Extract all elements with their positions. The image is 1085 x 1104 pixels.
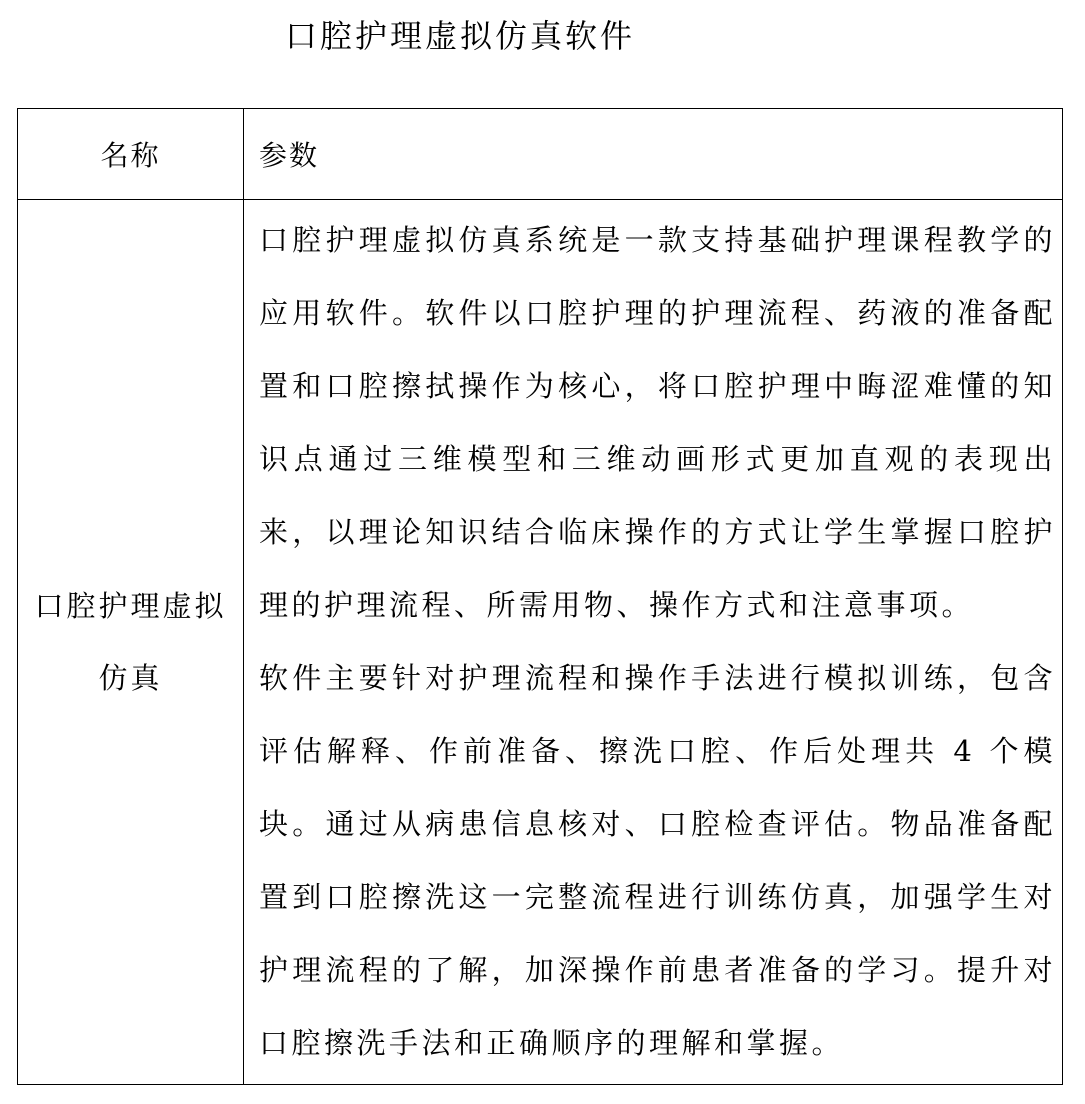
document-title: 口腔护理虚拟仿真软件 [285,17,636,55]
table-header-row [18,109,1063,200]
item-param-cell [244,200,1063,1085]
param-paragraph-2: 软件主要针对护理流程和操作手法进行模拟训练，包含评估解释、作前准备、擦洗口腔、作后处理共 4 个模块。通过从病患信息核对、口腔检查评估。物品准备配置到口腔擦洗这一完整流程进行训练仿真，加强学生对护理流程的了解，加深操作前患者准备的学习。提升对口腔擦洗手法和正确顺序的理解和掌握。 [259,661,1056,1060]
item-name-cell: 口腔护理虚拟仿真 [18,200,244,1085]
parameter-table [17,108,1063,1085]
header-param-cell: 参数 [244,109,1063,200]
header-name-cell: 名称 [18,109,244,200]
table-row [18,200,1063,1085]
param-paragraph-1: 口腔护理虚拟仿真系统是一款支持基础护理课程教学的应用软件。软件以口腔护理的护理流程、药液的准备配置和口腔擦拭操作为核心，将口腔护理中晦涩难懂的知识点通过三维模型和三维动画形式更加直观的表现出来，以理论知识结合临床操作的方式让学生掌握口腔护理的护理流程、所需用物、操作方式和注意事项。 [259,223,1056,622]
